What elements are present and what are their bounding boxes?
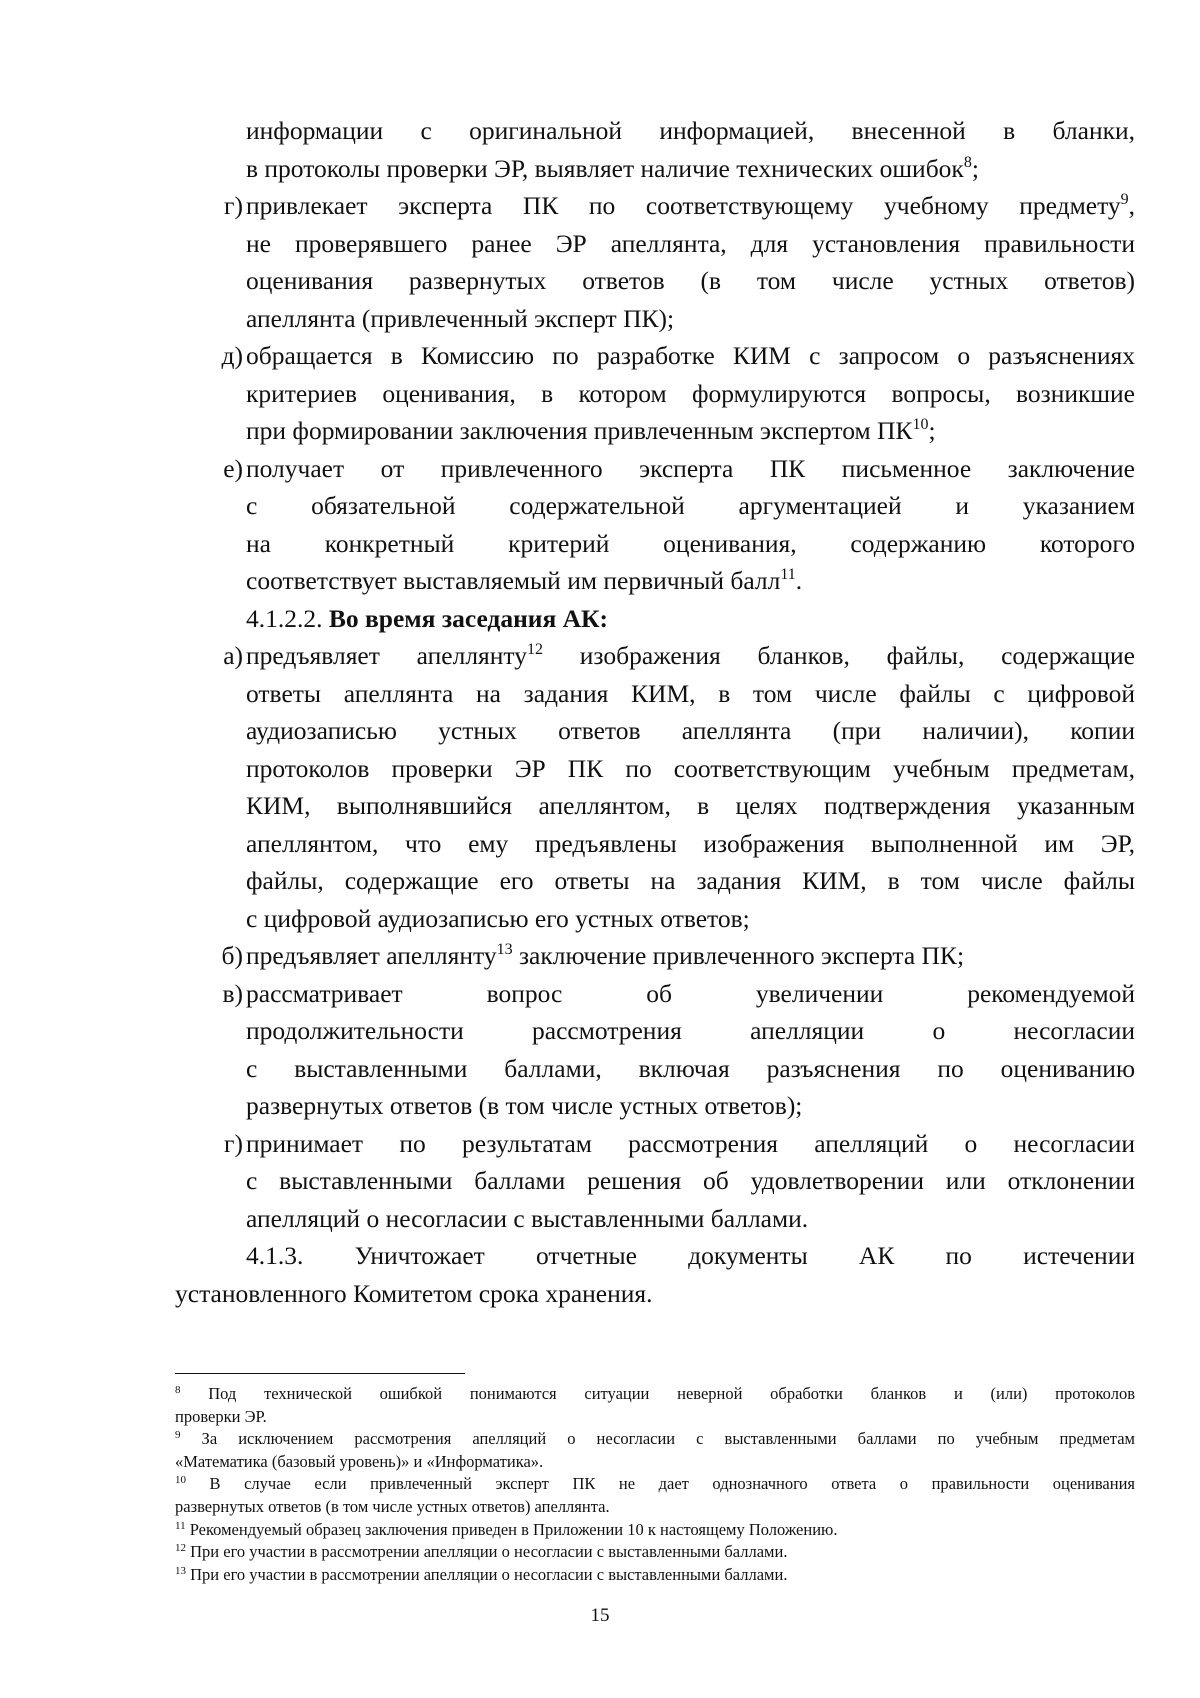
footnote-ref[interactable]: 11: [780, 566, 796, 583]
footnote-10: [175, 1473, 1135, 1518]
paragraph-line: 4.1.3. Уничтожает отчетные документы АК по истечении: [246, 1241, 1135, 1270]
paragraph-line: не проверявшего ранее ЭР апеллянта, для установления правильности: [246, 228, 1135, 258]
list-item-g2: [175, 1125, 1135, 1238]
footnote-ref[interactable]: 13: [496, 941, 513, 958]
paragraph-line: на конкретный критерий оценивания, содержанию которого: [246, 528, 1135, 558]
paragraph-line: рассматривает вопрос об увеличении рекомендуемой: [246, 978, 1135, 1008]
footnote-divider: [175, 1373, 465, 1374]
footnote-line: развернутых ответов (в том числе устных ответов) апеллянта.: [175, 1496, 610, 1516]
paragraph-line: апеллянта (привлеченный эксперт ПК);: [246, 303, 675, 333]
footnote-ref[interactable]: 12: [527, 641, 543, 658]
paragraph-line: развернутых ответов (в том числе устных ответов);: [246, 1091, 803, 1120]
footnote-11: [175, 1519, 1135, 1542]
paragraph-line: при формировании заключения привлеченным экспертом ПК$^{10}$;: [246, 416, 936, 445]
footnote-line: $^8$ Под технической ошибкой понимаются ситуации неверной обработки бланков и (или) протоколов: [175, 1384, 1135, 1403]
footnote-line: $^{12}$ При его участии в рассмотрении апелляции о несогласии с выставленными баллами.: [175, 1542, 788, 1562]
paragraph-line: ответы апеллянта на задания КИМ, в том числе файлы с цифровой: [246, 678, 1135, 708]
footnotes: [175, 1383, 1135, 1586]
list-item-e: [175, 450, 1135, 600]
list-marker: в): [222, 978, 243, 1008]
list-marker: г): [224, 191, 243, 220]
paragraph-line: в протоколы проверки ЭР, выявляет наличие технических ошибок$^8$;: [246, 153, 979, 183]
footnote-line: проверки ЭР.: [175, 1406, 267, 1426]
footnote-9: [175, 1428, 1135, 1473]
paragraph-line: апелляций о несогласии с выставленными баллами.: [246, 1203, 809, 1233]
footnote-8: [175, 1383, 1135, 1428]
list-marker: г): [224, 1128, 243, 1158]
paragraph-line: привлекает эксперта ПК по соответствующему учебному предмету$^9$,: [246, 191, 1135, 220]
paragraph-line: продолжительности рассмотрения апелляции о несогласии: [246, 1016, 1135, 1045]
list-item-v: [175, 975, 1135, 1125]
footnote-line: $^{11}$ Рекомендуемый образец заключения приведен в Приложении 10 к настоящему Положению.: [175, 1519, 838, 1539]
footnote-13: [175, 1564, 1135, 1587]
paragraph-line: с выставленными баллами, включая разъяснения по оцениванию: [246, 1053, 1135, 1083]
list-item-d: [175, 337, 1135, 450]
footnote-ref[interactable]: 8: [963, 153, 972, 171]
list-item-a: [175, 637, 1135, 937]
list-marker: д): [221, 341, 243, 370]
paragraph-line: соответствует выставляемый им первичный балл$^{11}$.: [246, 566, 803, 595]
paragraph-line: с выставленными баллами решения об удовлетворении или отклонении: [246, 1166, 1135, 1195]
paragraph-line: КИМ, выполнявшийся апеллянтом, в целях подтверждения указанным: [246, 791, 1135, 820]
paragraph-line: обращается в Комиссию по разработке КИМ с запросом о разъяснениях: [246, 341, 1135, 370]
footnote-line: «Математика (базовый уровень)» и «Информатика».: [175, 1451, 544, 1471]
footnote-line: $^{10}$ В случае если привлеченный эксперт ПК не дает однозначного ответа о правильности оценивания: [175, 1474, 1135, 1494]
list-marker: а): [223, 641, 243, 670]
list-item-b: [175, 937, 1135, 975]
paragraph-line: получает от привлеченного эксперта ПК письменное заключение: [246, 453, 1135, 483]
page-number: 15: [590, 1605, 610, 1626]
list-marker: е): [223, 453, 243, 483]
paragraph-line: установленного Комитетом срока хранения.: [175, 1278, 653, 1308]
paragraph-line: с цифровой аудиозаписью его устных ответов;: [246, 903, 750, 933]
paragraph-line: файлы, содержащие его ответы на задания КИМ, в том числе файлы: [246, 866, 1135, 895]
paragraph-line: предъявляет апеллянту$^{13}$ заключение привлеченного эксперта ПК;: [246, 941, 965, 970]
section-title: Во время заседания АК:: [328, 603, 609, 633]
section-number: 4.1.2.2.: [246, 603, 323, 633]
paragraph-line: информации с оригинальной информацией, внесенной в бланки,: [246, 116, 1135, 145]
section-heading: [175, 600, 1135, 638]
paragraph-line: протоколов проверки ЭР ПК по соответствующим учебным предметам,: [246, 753, 1135, 783]
paragraph-line: апеллянтом, что ему предъявлены изображения выполненной им ЭР,: [246, 828, 1135, 858]
paragraph-line: оценивания развернутых ответов (в том числе устных ответов): [246, 266, 1135, 295]
paragraph-line: критериев оценивания, в котором формулируются вопросы, возникшие: [246, 378, 1135, 408]
paragraph-line: предъявляет апеллянту$^{12}$ изображения бланков, файлы, содержащие: [246, 641, 1136, 670]
footnote-ref[interactable]: 10: [912, 416, 929, 433]
list-marker: б): [221, 941, 243, 970]
paragraph-line: с обязательной содержательной аргументацией и указанием: [246, 491, 1135, 520]
paragraph-line: аудиозаписью устных ответов апеллянта (при наличии), копии: [246, 716, 1135, 745]
footnote-12: [175, 1541, 1135, 1564]
paragraph-line: принимает по результатам рассмотрения апелляций о несогласии: [246, 1128, 1135, 1158]
list-item-g: [175, 187, 1135, 337]
footnote-ref[interactable]: 9: [1120, 191, 1129, 208]
main-text: [175, 112, 1135, 1312]
footnote-line: $^{13}$ При его участии в рассмотрении апелляции о несогласии с выставленными баллами.: [175, 1564, 788, 1584]
footnote-line: $^9$ За исключением рассмотрения апелляций о несогласии с выставленными баллами по учебным предметам: [175, 1429, 1135, 1449]
